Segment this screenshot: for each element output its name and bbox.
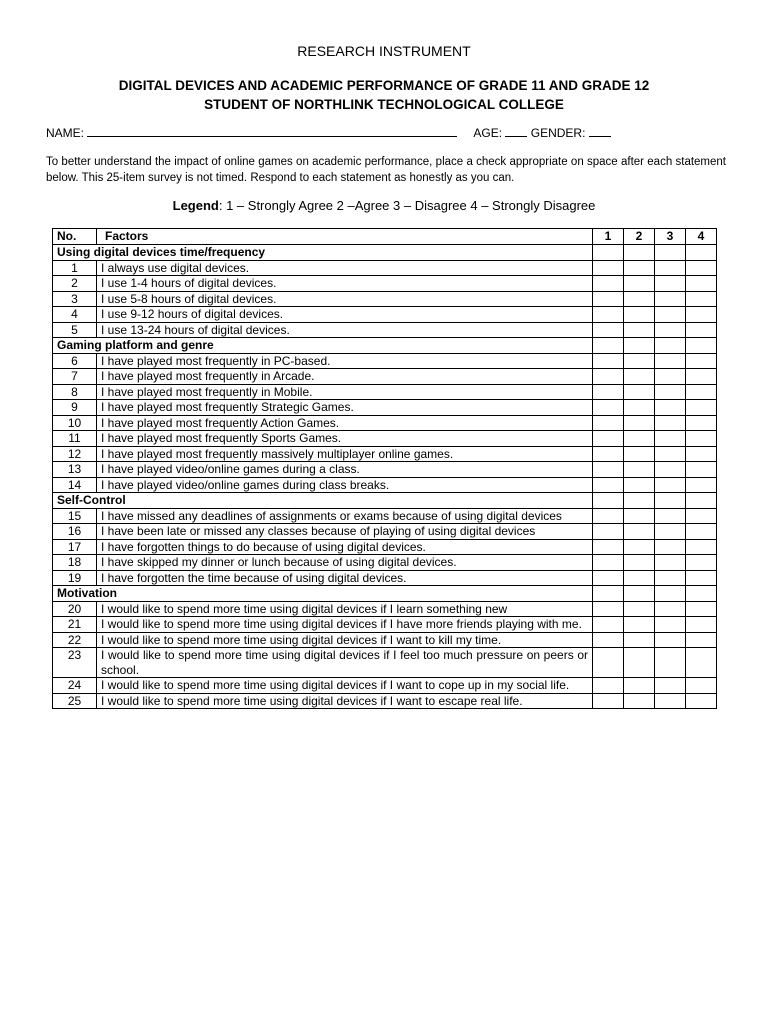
table-header-row [53, 229, 717, 245]
response-cell-4[interactable] [686, 431, 717, 447]
respondent-info [46, 125, 726, 140]
item-number: 9 [53, 400, 97, 416]
response-cell-3[interactable] [655, 632, 686, 648]
table-row [53, 693, 717, 709]
response-cell-2[interactable] [624, 260, 655, 276]
table-row [53, 260, 717, 276]
response-cell-2[interactable] [624, 477, 655, 493]
response-cell-2[interactable] [624, 462, 655, 478]
instructions: To better understand the impact of online games on academic performance, place a check appropriate on space after each statement below. This 25-item survey is not timed. Respond to each statement as honestly as you can. [46, 156, 726, 184]
response-cell-2[interactable] [624, 648, 655, 678]
item-statement: I have played most frequently Sports Games. [97, 431, 593, 447]
survey-body [53, 245, 717, 709]
response-cell-1[interactable] [593, 477, 624, 493]
item-statement: I have played most frequently Strategic Games. [97, 400, 593, 416]
header-factors: Factors [97, 229, 593, 245]
age-label: AGE: [473, 126, 503, 140]
header-scale-3: 3 [655, 229, 686, 245]
response-cell-4[interactable] [686, 260, 717, 276]
table-row [53, 524, 717, 540]
item-number: 20 [53, 601, 97, 617]
response-cell-4[interactable] [686, 384, 717, 400]
table-row [53, 400, 717, 416]
item-number: 12 [53, 446, 97, 462]
response-cell-4[interactable] [686, 353, 717, 369]
response-cell-3[interactable] [655, 570, 686, 586]
response-cell-2[interactable] [624, 617, 655, 633]
response-cell-2[interactable] [624, 508, 655, 524]
table-row [53, 415, 717, 431]
table-row [53, 632, 717, 648]
header-scale-1: 1 [593, 229, 624, 245]
response-cell-3[interactable] [655, 477, 686, 493]
response-cell-3[interactable] [655, 648, 686, 678]
document-title: RESEARCH INSTRUMENT [297, 43, 471, 59]
table-row [53, 446, 717, 462]
item-statement: I use 1-4 hours of digital devices. [97, 276, 593, 292]
response-cell-1[interactable] [593, 415, 624, 431]
item-statement: I have played most frequently in Mobile. [97, 384, 593, 400]
item-statement: I use 5-8 hours of digital devices. [97, 291, 593, 307]
item-number: 23 [53, 648, 97, 678]
section-blank-cell [655, 338, 686, 354]
gender-label: GENDER: [530, 126, 586, 140]
item-statement: I would like to spend more time using digital devices if I want to kill my time. [97, 632, 593, 648]
response-cell-3[interactable] [655, 353, 686, 369]
item-number: 4 [53, 307, 97, 323]
section-blank-cell [686, 493, 717, 509]
response-cell-2[interactable] [624, 570, 655, 586]
response-cell-1[interactable] [593, 508, 624, 524]
section-header-row [53, 493, 717, 509]
response-cell-2[interactable] [624, 693, 655, 709]
item-number: 13 [53, 462, 97, 478]
response-cell-4[interactable] [686, 446, 717, 462]
response-cell-2[interactable] [624, 601, 655, 617]
item-number: 18 [53, 555, 97, 571]
response-cell-2[interactable] [624, 446, 655, 462]
response-cell-4[interactable] [686, 400, 717, 416]
response-cell-1[interactable] [593, 617, 624, 633]
legend-label: Legend [172, 198, 219, 213]
item-statement: I have played most frequently massively multiplayer online games. [97, 446, 593, 462]
section-title: Self-Control [53, 493, 593, 509]
response-cell-2[interactable] [624, 539, 655, 555]
response-cell-4[interactable] [686, 648, 717, 678]
table-row [53, 508, 717, 524]
response-cell-4[interactable] [686, 369, 717, 385]
response-cell-1[interactable] [593, 322, 624, 338]
response-cell-3[interactable] [655, 384, 686, 400]
table-row [53, 307, 717, 323]
response-cell-3[interactable] [655, 539, 686, 555]
response-cell-3[interactable] [655, 431, 686, 447]
response-cell-2[interactable] [624, 369, 655, 385]
item-statement: I have played most frequently Action Games. [97, 415, 593, 431]
item-statement: I have been late or missed any classes because of playing of using digital devices [97, 524, 593, 540]
item-number: 14 [53, 477, 97, 493]
section-blank-cell [686, 586, 717, 602]
response-cell-1[interactable] [593, 524, 624, 540]
response-cell-4[interactable] [686, 570, 717, 586]
item-statement: I use 13-24 hours of digital devices. [97, 322, 593, 338]
response-cell-1[interactable] [593, 276, 624, 292]
name-field[interactable] [87, 125, 457, 137]
section-blank-cell [686, 338, 717, 354]
section-blank-cell [593, 493, 624, 509]
response-cell-1[interactable] [593, 431, 624, 447]
response-cell-4[interactable] [686, 415, 717, 431]
response-cell-3[interactable] [655, 400, 686, 416]
item-statement: I would like to spend more time using digital devices if I feel too much pressure on peers or school. [97, 648, 593, 678]
response-cell-3[interactable] [655, 276, 686, 292]
response-cell-3[interactable] [655, 617, 686, 633]
section-header-row [53, 245, 717, 261]
table-row [53, 648, 717, 678]
response-cell-3[interactable] [655, 524, 686, 540]
response-cell-4[interactable] [686, 539, 717, 555]
section-title: Motivation [53, 586, 593, 602]
header-scale-4: 4 [686, 229, 717, 245]
response-cell-3[interactable] [655, 693, 686, 709]
document-subtitle [0, 76, 768, 114]
section-header-row [53, 338, 717, 354]
response-cell-3[interactable] [655, 555, 686, 571]
response-cell-3[interactable] [655, 291, 686, 307]
item-statement: I would like to spend more time using digital devices if I want to cope up in my social life. [97, 678, 593, 694]
response-cell-1[interactable] [593, 632, 624, 648]
response-cell-4[interactable] [686, 632, 717, 648]
item-number: 21 [53, 617, 97, 633]
item-number: 22 [53, 632, 97, 648]
section-blank-cell [624, 245, 655, 261]
item-statement: I would like to spend more time using digital devices if I learn something new [97, 601, 593, 617]
legend [0, 198, 768, 213]
item-number: 11 [53, 431, 97, 447]
item-statement: I have played video/online games during a class. [97, 462, 593, 478]
response-cell-2[interactable] [624, 524, 655, 540]
response-cell-2[interactable] [624, 400, 655, 416]
item-number: 19 [53, 570, 97, 586]
table-row [53, 617, 717, 633]
section-blank-cell [624, 586, 655, 602]
table-row [53, 539, 717, 555]
table-row [53, 291, 717, 307]
section-blank-cell [593, 338, 624, 354]
item-statement: I have forgotten things to do because of using digital devices. [97, 539, 593, 555]
section-blank-cell [655, 245, 686, 261]
response-cell-1[interactable] [593, 570, 624, 586]
response-cell-4[interactable] [686, 693, 717, 709]
table-row [53, 601, 717, 617]
name-label: NAME: [46, 126, 85, 140]
response-cell-2[interactable] [624, 632, 655, 648]
section-blank-cell [593, 586, 624, 602]
item-number: 7 [53, 369, 97, 385]
response-cell-4[interactable] [686, 524, 717, 540]
section-blank-cell [655, 493, 686, 509]
response-cell-4[interactable] [686, 555, 717, 571]
response-cell-2[interactable] [624, 415, 655, 431]
item-number: 8 [53, 384, 97, 400]
response-cell-3[interactable] [655, 601, 686, 617]
item-statement: I have skipped my dinner or lunch because of using digital devices. [97, 555, 593, 571]
response-cell-1[interactable] [593, 446, 624, 462]
section-blank-cell [624, 493, 655, 509]
response-cell-2[interactable] [624, 353, 655, 369]
response-cell-2[interactable] [624, 307, 655, 323]
response-cell-1[interactable] [593, 307, 624, 323]
response-cell-2[interactable] [624, 291, 655, 307]
response-cell-1[interactable] [593, 678, 624, 694]
item-number: 5 [53, 322, 97, 338]
item-number: 1 [53, 260, 97, 276]
response-cell-2[interactable] [624, 384, 655, 400]
response-cell-1[interactable] [593, 648, 624, 678]
response-cell-1[interactable] [593, 601, 624, 617]
section-blank-cell [655, 586, 686, 602]
table-row [53, 322, 717, 338]
response-cell-3[interactable] [655, 415, 686, 431]
response-cell-3[interactable] [655, 508, 686, 524]
response-cell-2[interactable] [624, 678, 655, 694]
item-statement: I have played video/online games during class breaks. [97, 477, 593, 493]
section-title: Gaming platform and genre [53, 338, 593, 354]
table-row [53, 570, 717, 586]
response-cell-1[interactable] [593, 693, 624, 709]
response-cell-1[interactable] [593, 369, 624, 385]
response-cell-4[interactable] [686, 322, 717, 338]
table-row [53, 555, 717, 571]
item-statement: I have forgotten the time because of using digital devices. [97, 570, 593, 586]
response-cell-2[interactable] [624, 555, 655, 571]
response-cell-3[interactable] [655, 369, 686, 385]
response-cell-1[interactable] [593, 400, 624, 416]
item-statement: I would like to spend more time using digital devices if I want to escape real life. [97, 693, 593, 709]
response-cell-3[interactable] [655, 462, 686, 478]
table-row [53, 276, 717, 292]
response-cell-1[interactable] [593, 291, 624, 307]
table-row [53, 462, 717, 478]
item-statement: I would like to spend more time using digital devices if I have more friends playing with me. [97, 617, 593, 633]
response-cell-3[interactable] [655, 678, 686, 694]
item-statement: I have played most frequently in PC-based. [97, 353, 593, 369]
item-number: 3 [53, 291, 97, 307]
response-cell-2[interactable] [624, 322, 655, 338]
section-blank-cell [624, 338, 655, 354]
subtitle-line-1: DIGITAL DEVICES AND ACADEMIC PERFORMANCE OF GRADE 11 AND GRADE 12 [118, 78, 650, 93]
response-cell-1[interactable] [593, 384, 624, 400]
age-field[interactable] [505, 125, 527, 137]
response-cell-3[interactable] [655, 446, 686, 462]
item-number: 10 [53, 415, 97, 431]
response-cell-1[interactable] [593, 462, 624, 478]
item-statement: I have missed any deadlines of assignments or exams because of using digital devices [97, 508, 593, 524]
section-title: Using digital devices time/frequency [53, 245, 593, 261]
table-row [53, 369, 717, 385]
response-cell-4[interactable] [686, 462, 717, 478]
response-cell-1[interactable] [593, 555, 624, 571]
response-cell-4[interactable] [686, 276, 717, 292]
item-statement: I use 9-12 hours of digital devices. [97, 307, 593, 323]
response-cell-2[interactable] [624, 276, 655, 292]
response-cell-4[interactable] [686, 291, 717, 307]
header-scale-2: 2 [624, 229, 655, 245]
response-cell-1[interactable] [593, 353, 624, 369]
response-cell-3[interactable] [655, 260, 686, 276]
section-blank-cell [593, 245, 624, 261]
response-cell-4[interactable] [686, 477, 717, 493]
table-row [53, 477, 717, 493]
response-cell-2[interactable] [624, 431, 655, 447]
response-cell-1[interactable] [593, 539, 624, 555]
item-number: 17 [53, 539, 97, 555]
item-statement: I always use digital devices. [97, 260, 593, 276]
table-row [53, 353, 717, 369]
item-statement: I have played most frequently in Arcade. [97, 369, 593, 385]
item-number: 15 [53, 508, 97, 524]
item-number: 6 [53, 353, 97, 369]
response-cell-3[interactable] [655, 322, 686, 338]
survey-table [52, 228, 717, 709]
section-header-row [53, 586, 717, 602]
response-cell-4[interactable] [686, 617, 717, 633]
subtitle-line-2: STUDENT OF NORTHLINK TECHNOLOGICAL COLLEGE [204, 97, 564, 112]
table-row [53, 384, 717, 400]
table-row [53, 431, 717, 447]
table-row [53, 678, 717, 694]
section-blank-cell [686, 245, 717, 261]
response-cell-4[interactable] [686, 307, 717, 323]
item-number: 2 [53, 276, 97, 292]
item-number: 16 [53, 524, 97, 540]
response-cell-3[interactable] [655, 307, 686, 323]
item-number: 25 [53, 693, 97, 709]
header-no: No. [53, 229, 97, 245]
item-number: 24 [53, 678, 97, 694]
response-cell-4[interactable] [686, 601, 717, 617]
legend-text: : 1 – Strongly Agree 2 –Agree 3 – Disagree 4 – Strongly Disagree [218, 198, 596, 213]
gender-field[interactable] [589, 125, 611, 137]
response-cell-4[interactable] [686, 678, 717, 694]
response-cell-1[interactable] [593, 260, 624, 276]
response-cell-4[interactable] [686, 508, 717, 524]
